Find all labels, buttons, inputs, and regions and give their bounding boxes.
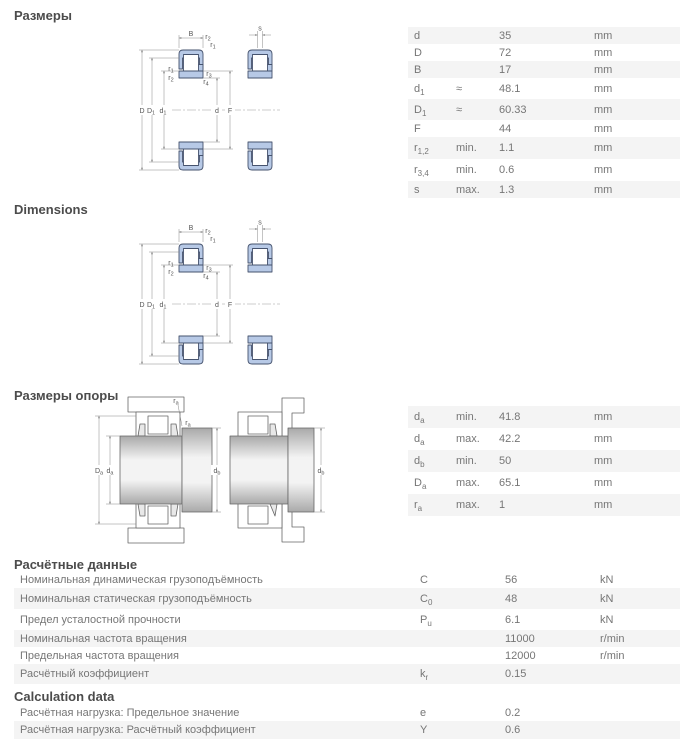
- abutment-table: [408, 406, 680, 516]
- value-cell: 0.6: [499, 164, 515, 176]
- symbol-cell: $d_a$: [414, 411, 425, 426]
- unit-cell: mm: [594, 63, 613, 76]
- abutment-right-view: [230, 398, 314, 542]
- table-row: $d_1$ ≈ 48.1 mm: [408, 78, 680, 99]
- value-cell: 11000: [505, 632, 535, 645]
- symbol-cell: $d_b$: [414, 455, 425, 470]
- unit-cell: mm: [594, 455, 613, 467]
- value-cell: 65.1: [499, 477, 521, 489]
- value-cell: 48: [505, 592, 518, 605]
- value-cell: 17: [499, 63, 512, 76]
- table-row: [408, 27, 680, 44]
- symbol-cell: F: [414, 122, 421, 135]
- label-cell: Предельная частота вращения: [20, 649, 179, 662]
- label-cell: Расчётная нагрузка: Расчётный коэффициент: [20, 724, 256, 736]
- unit-cell: mm: [594, 411, 613, 423]
- table-row: [14, 647, 680, 664]
- bearing-drawing-2: [128, 218, 293, 368]
- value-cell: 35: [499, 29, 512, 42]
- value-cell: 44: [499, 122, 512, 135]
- section-title-calc-ru: Расчётные данные: [14, 557, 138, 572]
- table-row: [14, 571, 680, 588]
- unit-cell: mm: [594, 183, 613, 196]
- table-row: s max. 1.3 mm: [408, 181, 680, 198]
- table-row: $r_a$ max. 1 mm: [408, 494, 680, 516]
- symbol-cell: e: [420, 706, 427, 719]
- value-cell: 0.2: [505, 706, 521, 719]
- dim-label-da-housing: $D_a$: [94, 468, 104, 477]
- section-title-calc-en: Calculation data: [14, 689, 115, 704]
- table-row: $r_{1,2}$ min. 1.1 mm: [408, 137, 680, 159]
- label-cell: Номинальная частота вращения: [20, 632, 187, 645]
- symbol-cell: s: [414, 183, 420, 196]
- value-cell: 50: [499, 455, 512, 467]
- value-cell: 41.8: [499, 411, 521, 423]
- unit-cell: mm: [594, 122, 613, 135]
- value-cell: 1.1: [499, 142, 515, 154]
- unit-cell: mm: [594, 433, 613, 445]
- value-cell: 0.6: [505, 724, 521, 736]
- table-row: $D_1$ ≈ 60.33 mm: [408, 99, 680, 120]
- dim-label-db-right: $d_b$: [317, 468, 325, 477]
- table-row: $d_b$ min. 50 mm: [408, 450, 680, 472]
- symbol-cell: $P_u$: [420, 613, 432, 628]
- value-cell: 0.15: [505, 668, 527, 680]
- unit-cell: mm: [594, 142, 613, 154]
- dim-label-db-left: $d_b$: [213, 468, 221, 477]
- dimensions-table: [408, 27, 680, 198]
- unit-cell: mm: [594, 499, 613, 511]
- unit-cell: kN: [600, 592, 614, 605]
- section-title-dimensions: Dimensions: [14, 202, 88, 217]
- table-row: [14, 704, 680, 721]
- value-cell: 6.1: [505, 613, 521, 626]
- table-row: $r_{3,4}$ min. 0.6 mm: [408, 159, 680, 181]
- symbol-cell: d: [414, 29, 421, 42]
- calc-table: [14, 571, 680, 684]
- table-row: [14, 664, 680, 684]
- unit-cell: mm: [594, 29, 613, 42]
- value-cell: 60.33: [499, 103, 527, 116]
- table-row: [14, 721, 680, 739]
- table-row: [14, 630, 680, 647]
- symbol-cell: B: [414, 63, 422, 76]
- table-row: [408, 61, 680, 78]
- symbol-cell: $d_1$: [414, 82, 425, 97]
- symbol-cell: D: [414, 46, 422, 59]
- abutment-drawing: [92, 396, 332, 544]
- symbol-cell: $D_a$: [414, 477, 427, 492]
- table-row: $D_a$ max. 65.1 mm: [408, 472, 680, 494]
- table-row: [408, 44, 680, 61]
- value-cell: 48.1: [499, 82, 521, 95]
- bearing-drawing-1: [128, 24, 293, 174]
- unit-cell: mm: [594, 477, 613, 489]
- abutment-left-view: [120, 397, 212, 543]
- table-row: $d_a$ min. 41.8 mm: [408, 406, 680, 428]
- label-cell: Номинальная динамическая грузоподъёмность: [20, 573, 263, 586]
- unit-cell: mm: [594, 46, 613, 59]
- value-cell: 72: [499, 46, 512, 59]
- symbol-cell: $r_{1,2}$: [414, 142, 429, 157]
- symbol-cell: $D_1$: [414, 103, 427, 118]
- symbol-cell: $r_a$: [414, 499, 423, 514]
- section-title-razmery: Размеры: [14, 8, 72, 23]
- unit-cell: kN: [600, 573, 614, 586]
- symbol-cell: $d_a$: [414, 433, 425, 448]
- symbol-cell: $C_0$: [420, 592, 433, 607]
- unit-cell: mm: [594, 103, 613, 116]
- unit-cell: kN: [600, 613, 614, 626]
- section-title-abutment: Размеры опоры: [14, 388, 119, 403]
- unit-cell: r/min: [600, 649, 625, 662]
- value-cell: 12000: [505, 649, 536, 662]
- value-cell: 1: [499, 499, 506, 511]
- label-cell: Предел усталостной прочности: [20, 613, 181, 626]
- symbol-cell: $k_r$: [420, 668, 429, 683]
- calc-en-table: [14, 704, 680, 739]
- value-cell: 42.2: [499, 433, 521, 445]
- dim-label-ra-mid: $r_a$: [185, 420, 191, 429]
- table-row: [14, 588, 680, 609]
- dim-label-ra-top: $r_a$: [173, 398, 179, 407]
- value-cell: 56: [505, 573, 518, 586]
- symbol-cell: C: [420, 573, 428, 586]
- label-cell: Расчётный коэффициент: [20, 668, 150, 680]
- symbol-cell: Y: [420, 724, 428, 736]
- table-row: [408, 120, 680, 137]
- unit-cell: mm: [594, 82, 613, 95]
- table-row: [14, 609, 680, 630]
- unit-cell: mm: [594, 164, 613, 176]
- label-cell: Номинальная статическая грузоподъёмность: [20, 592, 252, 605]
- unit-cell: r/min: [600, 632, 625, 645]
- symbol-cell: $r_{3,4}$: [414, 164, 429, 179]
- dim-label-da-shaft: $d_a$: [106, 468, 114, 477]
- table-row: $d_a$ max. 42.2 mm: [408, 428, 680, 450]
- label-cell: Расчётная нагрузка: Предельное значение: [20, 706, 240, 719]
- value-cell: 1.3: [499, 183, 515, 196]
